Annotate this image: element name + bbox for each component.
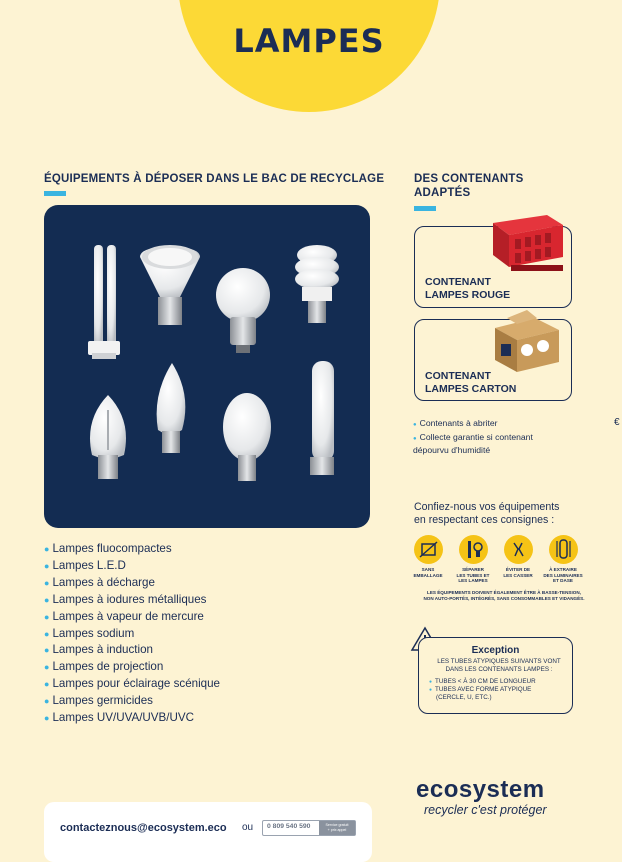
equipements-title: ÉQUIPEMENTS À DÉPOSER DANS LE BAC DE RECYCLAGE bbox=[44, 173, 385, 185]
consigne-caption-line: SÉPARER bbox=[462, 567, 484, 572]
consignes-warning bbox=[404, 590, 604, 602]
side-mark: € bbox=[614, 417, 620, 428]
consigne-caption-line: ÉVITER DE bbox=[505, 567, 531, 572]
list-item: ● Lampes L.E.D bbox=[44, 558, 126, 572]
ellipsoid-discharge-lamp bbox=[223, 393, 271, 481]
contact-email-link[interactable]: contacteznous@ecosystem.eco bbox=[60, 822, 227, 834]
ecosystem-logo: ecosystem bbox=[416, 776, 545, 803]
consigne-caption-line: DES LUMINAIRES bbox=[543, 572, 583, 578]
consignes-line-1: Confiez-nous vos équipements bbox=[414, 501, 560, 513]
list-item: ● Lampes UV/UVA/UVB/UVC bbox=[44, 711, 194, 725]
exception-text bbox=[429, 658, 569, 674]
contenants-title-line-1: DES CONTENANTS bbox=[414, 173, 524, 185]
carton-label-line-2: LAMPES CARTON bbox=[425, 382, 517, 395]
no-packaging-icon bbox=[414, 535, 443, 564]
consigne-extract bbox=[538, 535, 588, 584]
note-line: ● Collecte garantie si contenant bbox=[413, 431, 533, 442]
list-item: ● Lampes de projection bbox=[44, 660, 164, 674]
consignes-text bbox=[414, 501, 559, 527]
contenants-notes bbox=[413, 418, 533, 457]
phone-number: 0 809 540 590 bbox=[267, 823, 311, 830]
consignes-line-2: en respectant ces consignes : bbox=[414, 514, 555, 526]
footer-or: ou bbox=[242, 822, 254, 833]
rouge-label-line-2: LAMPES ROUGE bbox=[425, 288, 511, 301]
brand-slogan: recycler c'est protéger bbox=[424, 803, 547, 817]
no-break-icon bbox=[504, 535, 533, 564]
discharge-lamp-small bbox=[90, 395, 126, 479]
list-item: ● Lampes à vapeur de mercure bbox=[44, 609, 204, 623]
equipements-accent bbox=[44, 191, 66, 196]
list-item: ● Lampes sodium bbox=[44, 626, 135, 640]
spiral-fluocompact-lamp bbox=[295, 245, 339, 323]
list-item: ● Lampes germicides bbox=[44, 694, 153, 708]
carton-label bbox=[425, 370, 516, 395]
carton-label-line-1: CONTENANT bbox=[425, 370, 491, 382]
consigne-caption-line: EMBALLAGE bbox=[413, 572, 443, 578]
consigne-caption-line: ET DASE bbox=[553, 578, 573, 584]
consigne-separate bbox=[448, 535, 498, 584]
consigne-caption-line: À EXTRAIRE bbox=[549, 567, 577, 572]
list-item: ● Lampes à décharge bbox=[44, 575, 155, 589]
list-item: ● Lampes à iodures métalliques bbox=[44, 592, 207, 606]
tubular-lamp bbox=[310, 361, 334, 475]
contenants-accent bbox=[414, 206, 436, 211]
list-item: ● Lampes pour éclairage scénique bbox=[44, 677, 221, 691]
lamps-image-panel bbox=[44, 205, 370, 528]
phone-note-line-2: + prix appel bbox=[327, 827, 347, 832]
list-item: ● TUBES AVEC FORME ATYPIQUE bbox=[429, 686, 532, 693]
list-item: (CERCLE, U, ETC.) bbox=[436, 694, 492, 701]
extract-lamp-icon bbox=[549, 535, 578, 564]
exception-text-line-1: LES TUBES ATYPIQUES SUIVANTS VONT bbox=[437, 658, 561, 665]
exception-text-line-2: DANS LES CONTENANTS LAMPES : bbox=[445, 666, 553, 673]
consigne-caption-line: LES CASSER bbox=[503, 572, 533, 578]
phone-free-badge bbox=[319, 821, 355, 835]
container-card-carton bbox=[414, 319, 572, 401]
list-item: ● TUBES < À 30 CM DE LONGUEUR bbox=[429, 678, 536, 685]
list-item: ● Lampes à induction bbox=[44, 643, 153, 657]
page-title: LAMPES bbox=[233, 22, 385, 60]
list-item: ● Lampes fluocompactes bbox=[44, 542, 172, 555]
consigne-caption-line: LES TUBES ET bbox=[456, 572, 490, 578]
consigne-no-break bbox=[493, 535, 543, 578]
note-line: dépourvu d'humidité bbox=[413, 445, 491, 455]
red-crate-icon bbox=[487, 205, 567, 275]
consigne-caption-line: LES LAMPES bbox=[458, 578, 488, 584]
lamps-illustration bbox=[44, 205, 370, 528]
classic-bulb-lamp bbox=[216, 268, 270, 353]
candle-bulb-lamp bbox=[157, 363, 186, 453]
fluocompact-tube-lamp bbox=[88, 245, 120, 359]
phone-note-line-1: Service gratuit bbox=[325, 823, 349, 827]
separate-tubes-icon bbox=[459, 535, 488, 564]
rouge-label bbox=[425, 276, 510, 301]
contenants-title-line-2: ADAPTÉS bbox=[414, 187, 471, 199]
container-card-rouge bbox=[414, 226, 572, 308]
consignes-warning-line-2: NON AUTO-PORTÉS, INTÉGRÉS, SANS CONSOMMABLES ET VIDANGÉS. bbox=[423, 596, 585, 601]
carton-box-icon bbox=[487, 308, 567, 376]
exception-title: Exception bbox=[471, 645, 520, 656]
contact-footer bbox=[44, 802, 372, 862]
consignes-warning-line-1: LES ÉQUIPEMENTS DOIVENT ÉGALEMENT ÊTRE À BASSE-TENSION, bbox=[427, 590, 581, 595]
led-spot-lamp bbox=[140, 245, 200, 325]
consigne-caption-line: SANS bbox=[421, 567, 435, 572]
contenants-title bbox=[414, 172, 524, 200]
phone-number-box[interactable] bbox=[262, 820, 356, 836]
rouge-label-line-1: CONTENANT bbox=[425, 276, 491, 288]
exception-box bbox=[418, 637, 573, 714]
note-line: ● Contenants à abriter bbox=[413, 418, 498, 428]
lamp-list bbox=[44, 541, 220, 727]
consigne-no-packaging bbox=[403, 535, 453, 578]
exception-list bbox=[429, 678, 536, 702]
